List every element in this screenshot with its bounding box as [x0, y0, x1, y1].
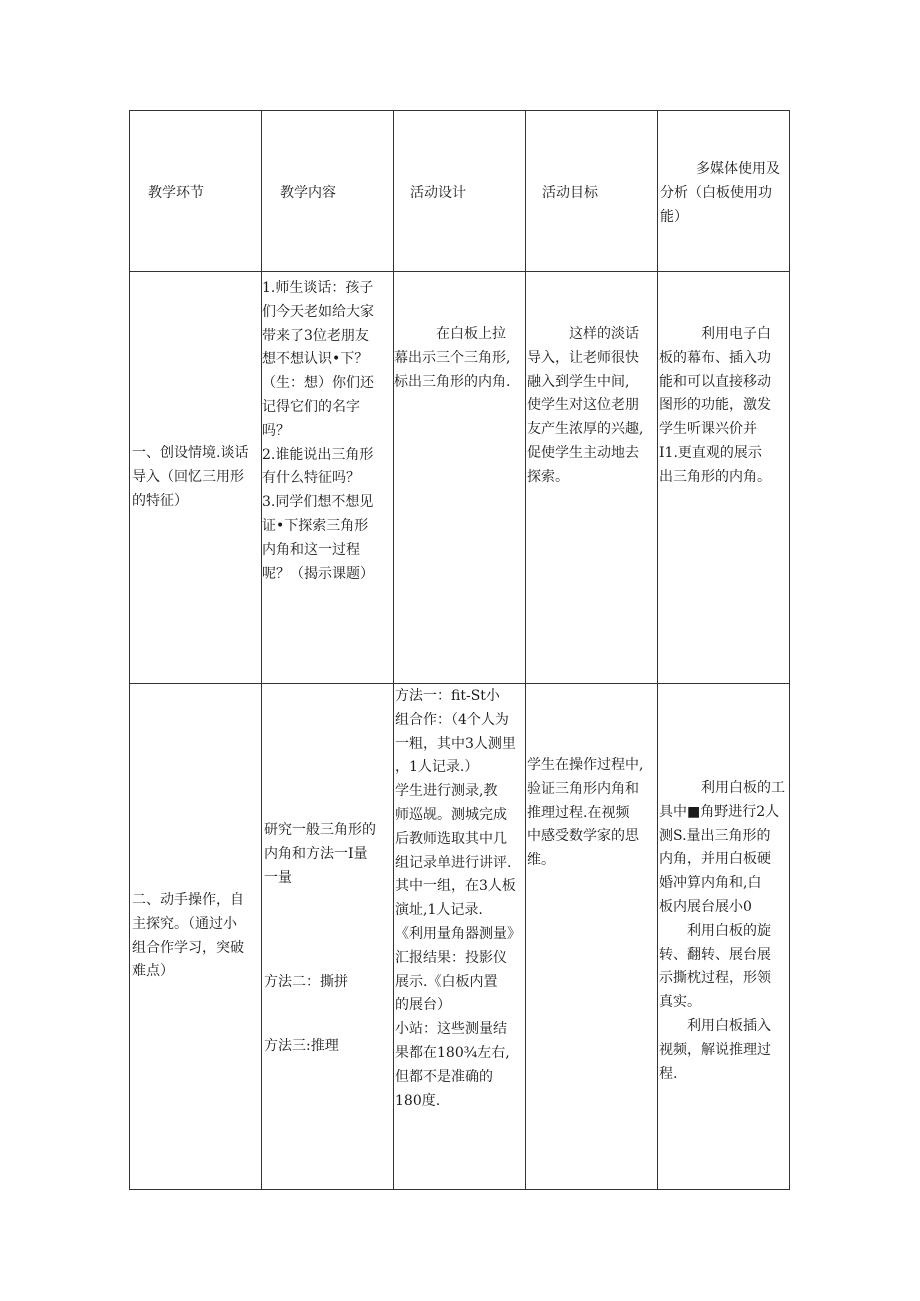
- text-line: 推理过程.在视频: [527, 804, 630, 821]
- text-line: 标出三角形的内角.: [394, 373, 511, 390]
- text-line: （生：想）你们还: [262, 375, 374, 392]
- row2-goal: [527, 754, 657, 873]
- text-line: 证•下探索三角形: [262, 517, 369, 534]
- text-line: 板的幕布、插入功: [659, 349, 771, 366]
- text-line: 180度.: [395, 1092, 441, 1109]
- text-line: 具中■角野进行2人: [659, 803, 780, 820]
- header-activity: 活动设计: [410, 185, 466, 201]
- header-goal: 活动目标: [542, 185, 598, 201]
- lesson-table: [129, 110, 790, 1190]
- text-line: 幕出示三个三角形,: [394, 349, 511, 366]
- text-line: 测S.量出三角形的: [659, 827, 771, 844]
- row-divider: [130, 683, 789, 684]
- text-line: 婚冲算内角和,白: [659, 875, 762, 892]
- text-line: 导入，让老师很快: [527, 349, 639, 366]
- text-line: 探索。: [527, 468, 569, 485]
- text-line: 想不想认识•下？: [262, 351, 369, 368]
- column-divider: [261, 111, 262, 1189]
- text-line: 1.师生谈话：孩子: [262, 280, 374, 296]
- text-line: 转、翻转、展台展: [659, 946, 771, 963]
- text-line: 带来了3位老朋友: [262, 327, 369, 344]
- text-line: 一粗，其中3人测里: [395, 735, 516, 752]
- text-line: 难点）: [132, 963, 174, 980]
- row2-activity: [395, 685, 525, 1113]
- row1-activity: [394, 323, 525, 394]
- text-line: 内角，并用白板硬: [659, 851, 771, 868]
- row2-stage: [132, 889, 260, 984]
- column-divider: [393, 111, 394, 1189]
- text-line: 验证三角形内角和: [527, 780, 639, 797]
- row1-stage: [132, 442, 260, 513]
- text-line: 组合作学习，突破: [132, 939, 244, 956]
- text-line: 这样的淡话: [569, 326, 639, 342]
- row2-method2: 方法二：撕拼: [264, 974, 348, 990]
- text-line: 学生进行测录,教: [395, 783, 498, 800]
- text-line: 的展台）: [395, 997, 451, 1014]
- text-line: 利用白板的工: [701, 780, 785, 796]
- text-line: 程.: [659, 1065, 678, 1082]
- text-line: 融入到学生中间,: [527, 373, 630, 390]
- text-line: 板内展台展小0: [659, 898, 752, 915]
- text-line: 中感受数学家的思: [527, 828, 639, 845]
- row1-content: [262, 277, 392, 586]
- column-divider: [525, 111, 526, 1189]
- row2-content: [264, 819, 392, 890]
- text-line: 师巡觇。测城完成: [395, 806, 507, 823]
- header-media-line: 能）: [660, 209, 688, 225]
- text-line: 导入（回忆三用形: [132, 468, 244, 485]
- text-line: 维。: [527, 852, 555, 869]
- column-divider: [657, 111, 658, 1189]
- text-line: 利用电子白: [701, 326, 771, 342]
- text-line: 利用白板插入: [687, 1017, 771, 1034]
- text-line: 一量: [264, 869, 292, 886]
- text-line: 在白板上拉: [436, 326, 506, 342]
- text-line: 视频，解说推理过: [659, 1041, 771, 1058]
- text-line: 有什么特征吗？: [262, 470, 360, 487]
- text-line: 真实。: [659, 994, 701, 1011]
- text-line: 一、创设情境.谈话: [132, 445, 249, 461]
- row2-media: [659, 777, 789, 1086]
- row-divider: [130, 271, 789, 272]
- text-line: 2.谁能说出三角形: [262, 446, 374, 463]
- text-line: 学生在操作过程中,: [527, 757, 644, 773]
- header-media-line: 多媒体使用及: [696, 161, 780, 177]
- text-line: 研究一般三角形的: [264, 822, 376, 838]
- header-media-line: 分析（白板使用功: [660, 185, 772, 201]
- text-line: 组合作：（4个人为: [395, 711, 509, 728]
- text-line: 呢？（揭示课题）: [262, 565, 374, 582]
- text-line: 示撕枕过程，形领: [659, 970, 771, 987]
- text-line: 使学生对这位老朋: [527, 397, 639, 414]
- text-line: 小站：这些测量结: [395, 1021, 507, 1038]
- header-stage: 教学环节: [148, 185, 204, 201]
- text-line: 出三角形的内角。: [659, 468, 771, 485]
- text-line: 利用白板的旋: [687, 922, 771, 939]
- text-line: 主探究。（通过小: [132, 915, 237, 932]
- header-content: 教学内容: [280, 185, 336, 201]
- text-line: 吗？: [262, 422, 290, 439]
- text-line: 内角和方法一I量: [264, 845, 368, 862]
- text-line: 方法一：fit-St小: [395, 688, 500, 704]
- text-line: I1.更直观的展示: [659, 444, 762, 461]
- text-line: 但都不是准确的: [395, 1068, 493, 1085]
- header-media: [660, 157, 788, 229]
- text-line: 展示.《白板内置: [395, 973, 498, 990]
- text-line: 学生听课兴价并: [659, 421, 757, 438]
- text-line: 果都在180¾左右,: [395, 1044, 510, 1061]
- text-line: 演址,1人记录.: [395, 902, 483, 919]
- text-line: 其中一组，在3人板: [395, 878, 516, 895]
- text-line: 二、动手操作，自: [132, 892, 244, 908]
- row1-goal: [527, 323, 657, 490]
- row2-method3: 方法三:推理: [264, 1038, 339, 1054]
- text-line: 友产生浓厚的兴趣,: [527, 421, 644, 438]
- text-line: 促使学生主动地去: [527, 444, 639, 461]
- row1-media: [659, 323, 789, 490]
- text-line: 图形的功能，激发: [659, 397, 771, 414]
- text-line: ，1人记录.）: [395, 759, 479, 776]
- text-line: 们今天老如给大家: [262, 303, 374, 320]
- text-line: 记得它们的名字: [262, 398, 360, 415]
- text-line: 3.同学们想不想见: [262, 494, 374, 511]
- text-line: 能和可以直接移动: [659, 373, 771, 390]
- text-line: 后教师选取其中几: [395, 830, 507, 847]
- text-line: 汇报结果：投影仪: [395, 949, 507, 966]
- text-line: 组记录单进行讲评.: [395, 854, 512, 871]
- text-line: 的特征）: [132, 492, 188, 509]
- text-line: 《利用量角器测量》: [395, 925, 521, 942]
- text-line: 内角和这一过程: [262, 541, 360, 558]
